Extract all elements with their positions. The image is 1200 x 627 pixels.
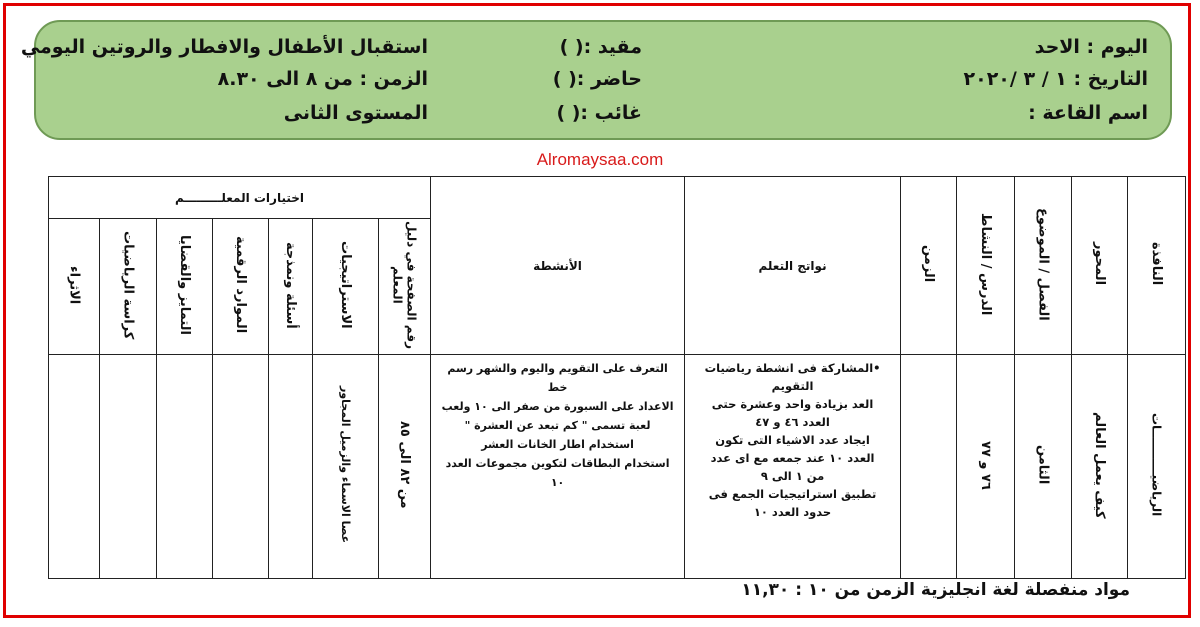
header-activities: الأنشطة [431,177,685,355]
cell-activities [431,355,685,579]
outcome-line: العدد ٤٦ و ٤٧ [755,415,830,429]
cell-outcomes [685,355,901,579]
program-time: الزمن : من ٨ الى ٨.٣٠ [217,68,428,90]
cell-lesson: ٧٦ و ٧٧ [957,355,1015,579]
outcome-line: العدد ١٠ عند جمعه مع اى عدد [710,451,875,465]
activity-line: التعرف على التقويم واليوم والشهر رسم خط [447,362,668,394]
cell-digital [213,355,269,579]
outcomes-list [685,355,900,525]
header-questions: أسئلة ونمذجة [269,219,313,355]
outcome-line: •المشاركة فى انشطة رياضيات [704,361,881,375]
watermark: Alromaysaa.com [536,150,664,169]
outcome-line: من ١ الى ٩ [760,469,825,483]
absent-count: غائب :( ) [556,102,642,124]
activity-line: الاعداد على السبورة من صفر الى ١٠ ولعب [441,400,674,413]
lesson-plan-table [48,176,1186,579]
cell-workbook [100,355,157,579]
hall-label: اسم القاعة : [1028,102,1148,124]
cell-page-number: من ٨٢ الى ٨٥ [379,355,431,579]
cell-enrichment [49,355,100,579]
cell-questions [269,355,313,579]
header-lesson: الدرس / النشاط [957,177,1015,355]
header-window: النافذة [1128,177,1186,355]
header-panel [20,20,1172,140]
present-count: حاضر :( ) [552,68,642,90]
header-enrichment: الاثراء [49,219,100,355]
header-digital: الموارد الرقمية [213,219,269,355]
header-axis: المحور [1072,177,1128,355]
program-title: استقبال الأطفال والافطار والروتين اليومي [20,36,428,58]
outcome-line: ايجاد عدد الاشياء التى تكون [715,433,870,447]
header-time: الزمن [901,177,957,355]
header-workbook: كراسة الرياضيات [100,219,157,355]
activity-line: لعبة تسمى " كم تبعد عن العشرة " [464,419,651,432]
activity-line: استخدام اطار الخانات العشر [481,438,634,451]
header-page-number: رقم الصفحة في دليل المعلم [379,219,431,355]
cell-window: الرياضيـــــــــــات [1128,355,1186,579]
cell-chapter: الثامن [1015,355,1072,579]
cell-axis: كيف يعمل العالم [1072,355,1128,579]
activity-line: ١٠ [550,476,565,489]
activity-line: استخدام البطاقات لتكوين مجموعات العدد [445,457,670,470]
cell-time [901,355,957,579]
outcome-line: التقويم [771,379,814,393]
footer-note: مواد منفصلة لغة انجليزية الزمن من ١٠ : ١١,٣٠ [741,580,1130,600]
outcome-line: العد بزيادة واحد وعشرة حتى [711,397,874,411]
header-teacher-choices: اختيارات المعلـــــــــم [49,177,431,219]
level-label: المستوى الثانى [283,102,428,124]
cell-strategies: عصا الاسماء والزميل المجاور [313,355,379,579]
header-differentiation: التمايز والقضايا [157,219,213,355]
header-chapter: الفصل / الموضوع [1015,177,1072,355]
outcome-line: حدود العدد ١٠ [753,505,832,519]
cell-differentiation [157,355,213,579]
outcome-line: تطبيق استراتيجيات الجمع فى [708,487,877,501]
header-strategies: الاستراتيجيات [313,219,379,355]
day-label: اليوم : الاحد [1034,36,1148,58]
header-outcomes: نواتج التعلم [685,177,901,355]
activities-list [431,355,684,496]
registered-count: مقيد :( ) [559,36,642,58]
date-label: التاريخ : ١ / ٣ /٢٠٢٠ [963,68,1148,90]
